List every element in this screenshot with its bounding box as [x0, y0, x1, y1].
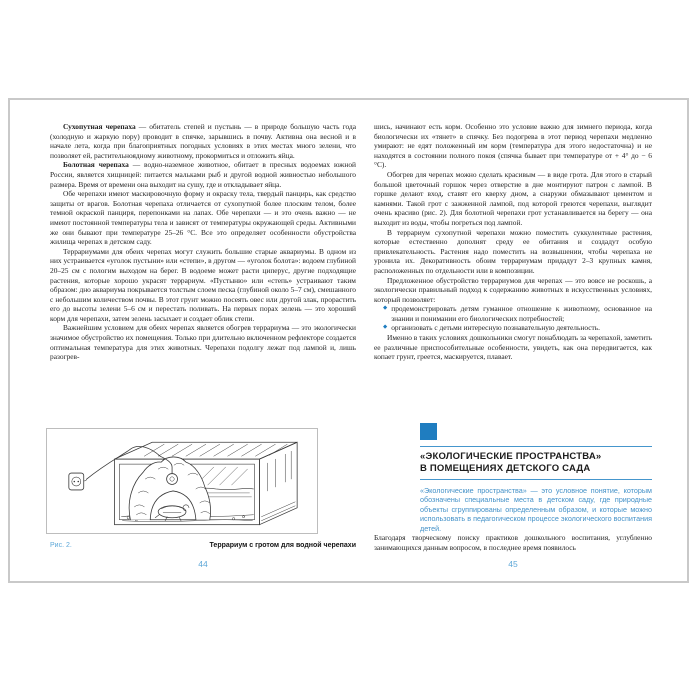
paragraph-text: — водно-наземное животное, обитает в пресных водоемах южной России, является хищницей: питается мальками рыб и другой водной живностью небольшого размера. Время от времени она выходит на сушу, где и откладывает яйца.: [50, 160, 356, 189]
paragraph: Обогрев для черепах можно сделать красивым — в виде грота. Для этого в старый большой цветочный горшок через отверстие в дне монтируют патрон с лампой. В горшке делают вход, ставят его кверху дном, а снаружи обмазывают цементом и камнями. Такой грот с зажженной лампой, под которой греются черепахи, выглядит очень красиво (рис. 2). Для болотной черепахи грот устанавливается на берегу — она выходит из воды, чтобы погреться под лампой.: [374, 169, 652, 227]
paragraph: Обе черепахи имеют маскировочную форму и окраску тела, твердый панцирь, как средство защиты от врагов. Болотная черепаха отличается от сухопутной более плоским телом, более темной окраской панциря, перепонками на лапах. Обе черепахи — и это очень важно — не имеют постоянной температуры тела и зависят от температуры окружающей среды. Активными же они бывают при температуре 25–26 °С. Все это определяет особенности обустройства жилища черепах в детском саду.: [50, 189, 356, 247]
paragraph-lead: Сухопутная черепаха: [63, 122, 136, 131]
book-spread: [8, 98, 689, 583]
paragraph: [50, 160, 356, 189]
paragraph-lead: Болотная черепаха: [63, 160, 129, 170]
heading-rule-bottom: [420, 479, 652, 480]
paragraph: [50, 122, 356, 160]
paragraph: Предложенное обустройство террариумов для черепах — это вовсе не роскошь, а экологически правильный подход к содержанию животных в искусственных условиях, который позволяет:: [374, 275, 652, 304]
list-item-text: организовать с детьми интересную познавательную деятельность.: [391, 323, 600, 333]
paragraph: В террариум сухопутной черепахи можно поместить суккулентные растения, которые естественно дополнят среду ее обитания и создадут особую привлекательность. Растения надо поместить на возвышении, чтобы черепаха не уронила их. Декоративность обоим террариумам придадут 2–3 крупных камня, расположенных по отдельности или в композиции.: [374, 227, 652, 275]
page-number-right: 45: [508, 559, 518, 569]
list-item: [374, 323, 652, 333]
bullet-diamond-icon: ◆: [383, 305, 388, 312]
heading-rule-top: [420, 446, 652, 447]
bullet-diamond-icon: ◆: [383, 324, 388, 331]
section-marker-square-icon: [420, 423, 437, 440]
section-title: [420, 451, 652, 474]
section-heading-block: [420, 423, 652, 533]
paragraph: Важнейшим условием для обеих черепах является обогрев террариума — это экологически значимое обустройство их помещения. Только при длительно включенном рефлекторе создается оптимальная температура для этих животных. Черепахи подолгу лежат под лампой и, лишь разогрев-: [50, 323, 356, 362]
page-left-text: [50, 122, 356, 422]
figure-caption: Террариум с гротом для водной черепахи: [209, 542, 356, 549]
page-right-text: [374, 122, 652, 418]
paragraph: Именно в таких условиях дошкольники смогут понаблюдать за черепахой, заметить ее различные приспособительные особенности, увидеть, как она передвигается, как копает грунт, греется, маскируется, плавает.: [374, 333, 652, 362]
section-title-line1: «ЭКОЛОГИЧЕСКИЕ ПРОСТРАНСТВА»: [420, 451, 602, 462]
paragraph: шись, начинают есть корм. Особенно это условие важно для зимнего периода, когда биологически их «тянет» в спячку. Без подогрева в этот период черепахи медленно умирают: не едят положенный им корм (температура для этого недостаточна) и не находятся в состоянии полного покоя (спячка бывает при температуре от + 4° до − 6 °С).: [374, 122, 652, 170]
list-item: [374, 304, 652, 323]
figure-caption-row: [50, 542, 356, 549]
closing-paragraph: Благодаря творческому поиску практиков дошкольного воспитания, углубленно занимающихся данным вопросом, в последнее время появилось: [374, 533, 652, 552]
list-item-text: продемонстрировать детям гуманное отношение к животному, основанное на знании и понимании его биологических потребностей;: [391, 304, 652, 323]
page-left: [50, 122, 356, 569]
terrarium-illustration: [47, 429, 317, 533]
paragraph-text: — обитатель степей и пустынь — в природе большую часть года (холодную и жаркую пору) проводит в спячке, зарывшись в почву. Активна она весной и в начале лета, когда при благоприятных погодных условиях в этих местах много зелени, что позволяет ей, растительноядному животному, прокормиться и отложить яйца.: [50, 122, 356, 160]
section-intro: «Экологические пространства» — это условное понятие, которым обозначены специальные места в детском саду, где природные объекты сгруппированы определенным образом, и которые можно использовать в педагогическом процессе экологического воспитания детей.: [420, 486, 652, 533]
figure-label: Рис. 2.: [50, 542, 72, 549]
page-number-left: 44: [198, 559, 208, 569]
paragraph: Террариумами для обеих черепах могут служить большие старые аквариумы. В одном из них устраивается «уголок пустыни» или «степи», в другом — «уголок болота»: водоем глубиной 20–25 см с пологим выходом на берег. В водоеме может расти циперус, другие подходящие растения, которые хорошо украсят террариум. «Пустыню» или «степь» устраивают таким образом: дно аквариума покрывается толстым слоем песка (глубиной около 5–7 см), смешанного с небольшим количеством почвы. В этот грунт можно посеять овес или другой злак, прорастить его до высоты зелени 5–6 см и перестать поливать. На первых порах зелень — это хороший корм для черепахи, затем зелень засыхает и создает облик степи.: [50, 246, 356, 323]
section-title-line2: В ПОМЕЩЕНИЯХ ДЕТСКОГО САДА: [420, 462, 591, 474]
figure-terrarium: [46, 428, 318, 534]
page-right: [374, 122, 652, 569]
